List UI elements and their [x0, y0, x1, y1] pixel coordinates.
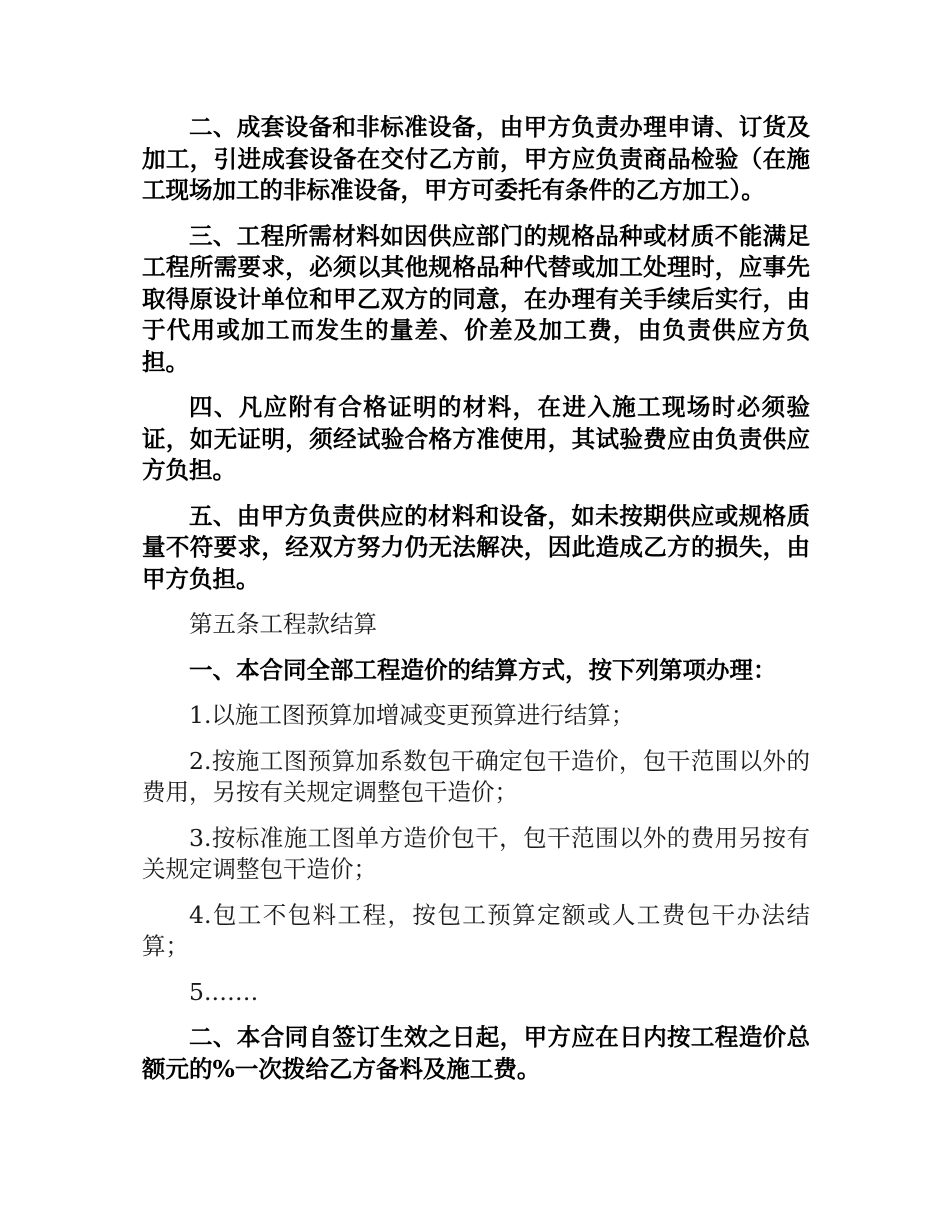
- settlement-method-intro: 一、本合同全部工程造价的结算方式，按下列第项办理：: [189, 655, 777, 684]
- settlement-option-2: 2.按施工图预算加系数包干确定包干造价，包干范围以外的费用，另按有关规定调整包干造价；: [142, 746, 810, 806]
- clause-advance-payment: 二、本合同自签订生效之日起，甲方应在日内按工程造价总额元的%一次拨给乙方备料及施工费。: [142, 1023, 810, 1083]
- clause-material-substitution: 三、工程所需材料如因供应部门的规格品种或材质不能满足工程所需要求，必须以其他规格品种代替或加工处理时，应事先取得原设计单位和甲乙双方的同意，在办理有关手续后实行，由于代用或加工而发生的量差、价差及加工费，由负责供应方负担。: [142, 221, 810, 376]
- settlement-option-5: 5.……: [189, 977, 259, 1006]
- article-heading-settlement: 第五条工程款结算: [189, 610, 377, 638]
- clause-supply-delay: 五、由甲方负责供应的材料和设备，如未按期供应或规格质量不符要求，经双方努力仍无法解决，因此造成乙方的损失，由甲方负担。: [142, 501, 810, 593]
- settlement-option-4: 4.包工不包料工程，按包工预算定额或人工费包干办法结算；: [142, 900, 810, 960]
- document-page: [142, 112, 810, 1099]
- clause-material-certification: 四、凡应附有合格证明的材料，在进入施工现场时必须验证，如无证明，须经试验合格方准使用，其试验费应由负责供应方负担。: [142, 393, 810, 484]
- clause-equipment-supply: 二、成套设备和非标准设备，由甲方负责办理申请、订货及加工，引进成套设备在交付乙方前，甲方应负责商品检验（在施工现场加工的非标准设备，甲方可委托有条件的乙方加工）。: [142, 113, 810, 204]
- settlement-option-1: 1.以施工图预算加增减变更预算进行结算；: [189, 701, 635, 729]
- settlement-option-3: 3.按标准施工图单方造价包干，包干范围以外的费用另按有关规定调整包干造价；: [142, 823, 810, 883]
